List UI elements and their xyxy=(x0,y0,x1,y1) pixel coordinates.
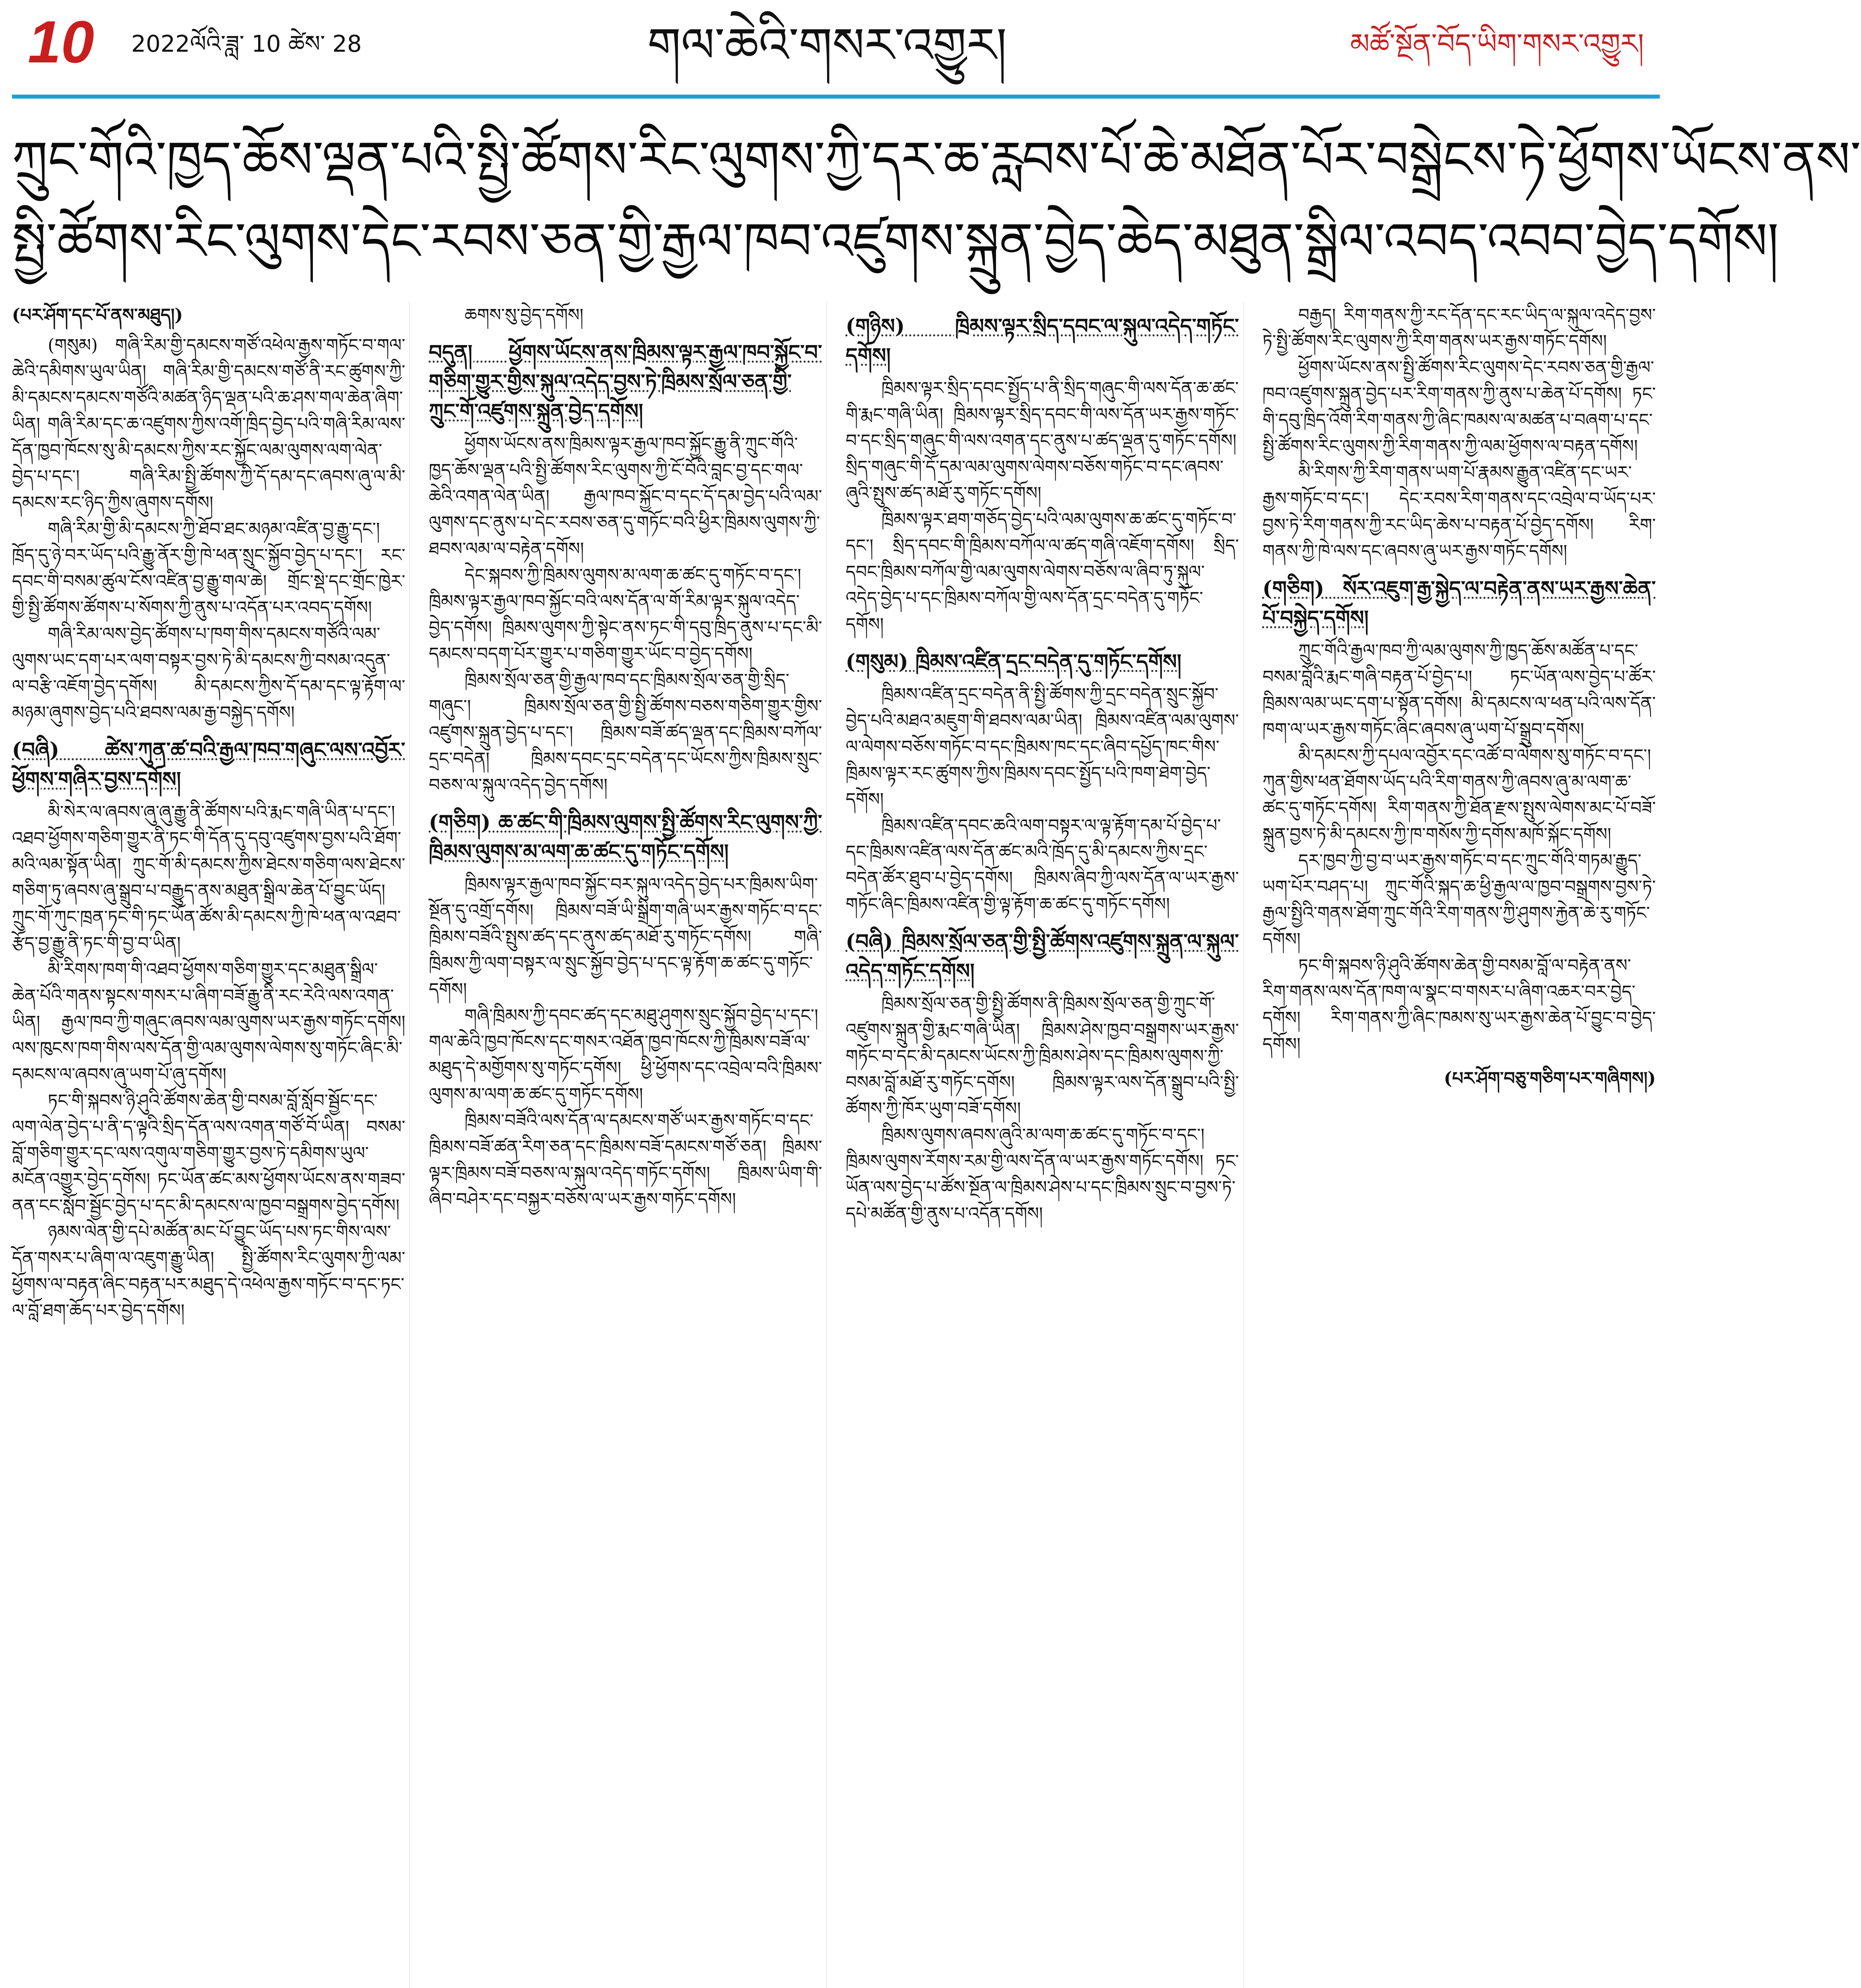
page-number: 10 xyxy=(28,8,94,75)
continued-to: (པར་ཤོག་བཅུ་གཅིག་པར་གཞིགས།) xyxy=(1443,1068,1656,1089)
paragraph: མི་རིགས་ཁག་གི་འཐབ་ཕྱོགས་གཅིག་གྱུར་དང་མཐུན་སྒྲིལ་ཆེན་པོའི་གནས་སྟངས་གསར་པ་ཞིག་བཟོ་རྒྱུ་ནི་རང་རེའི་ལས་འགན་ཡིན། རྒྱལ་ཁབ་ཀྱི་གཞུང་ཞབས་ལམ་ལུགས་ཡར་རྒྱས་གཏོང་དགོས། ལས་ཁུངས་ཁག་གིས་ལས་དོན་གྱི་ལམ་ལུགས་ལེགས་སུ་གཏོང་ཞིང་མི་དམངས་ལ་ཞབས་ཞུ་ཡག་པོ་ཞུ་དགོས། xyxy=(12,959,406,1085)
paragraph: ཁྲིམས་འཛིན་དབང་ཆའི་ལག་བསྟར་ལ་ལྟ་རྟོག་དམ་པོ་བྱེད་པ་དང་ཁྲིམས་འཛིན་ལས་དོན་ཚང་མའི་ཁྲོད་དུ་མི་དམངས་ཀྱིས་དྲང་བདེན་ཚོར་ཐུབ་པ་བྱེད་དགོས། ཁྲིམས་ཞིབ་ཀྱི་ལས་དོན་ལ་ཡར་རྒྱས་གཏོང་ཞིང་ཁྲིམས་འཛིན་གྱི་ལྟ་རྟོག་ཆ་ཚང་དུ་གཏོང་དགོས། xyxy=(845,815,1239,914)
paragraph: མི་དམངས་ཀྱི་དཔལ་འབྱོར་དང་འཚོ་བ་ལེགས་སུ་གཏོང་བ་དང་། ཀུན་གྱིས་ཕན་ཐོགས་ཡོད་པའི་རིག་གནས་ཀྱི་ཞབས་ཞུ་མ་ལག་ཆ་ཚང་དུ་གཏོང་དགོས། རིག་གནས་ཀྱི་ཐོན་རྫས་སྤུས་ལེགས་མང་པོ་བཟོ་སྐྲུན་བྱས་ཏེ་མི་དམངས་ཀྱི་ཁ་གསོས་ཀྱི་དགོས་མཁོ་སྐོང་དགོས། xyxy=(1262,746,1656,845)
column-3-content xyxy=(846,312,1239,1227)
column-2 xyxy=(429,302,826,1988)
subheading: (གཅིག) སོར་འཇུག་རྒྱ་སྐྱེད་ལ་བརྟེན་ནས་ཡར་རྒྱས་ཆེན་པོ་བསྐྱེད་དགོས། xyxy=(1262,577,1656,630)
paragraph: ཆགས་སུ་བྱེད་དགོས། xyxy=(464,305,584,325)
paragraph: མི་སེར་ལ་ཞབས་ཞུ་ཞུ་རྒྱུ་ནི་ཚོགས་པའི་རྨང་གཞི་ཡིན་པ་དང་། འཐབ་ཕྱོགས་གཅིག་གྱུར་ནི་ཏང་གི་དོན་དུ་དབུ་འཛུགས་བྱས་པའི་ཐོག་མའི་ལམ་སྟོན་ཡིན། ཀྲུང་གོ་མི་དམངས་ཀྱིས་ཐེངས་གཅིག་ལས་ཐེངས་གཅིག་ཏུ་ཞབས་ཞུ་སྒྲུབ་པ་བརྒྱུད་ནས་མཐུན་སྒྲིལ་ཆེན་པོ་བྱུང་ཡོད། ཀྲུང་གོ་ཀུང་ཁྲན་ཏང་གི་ཏང་ཡོན་ཚོས་མི་དམངས་ཀྱི་ཁེ་ཕན་ལ་འཐབ་རྩོད་བྱ་རྒྱུ་ནི་ཏང་གི་བྱ་བ་ཡིན། xyxy=(12,802,406,953)
paper-name: མཚོ་སྔོན་བོད་ཡིག་གསར་འགྱུར། xyxy=(1350,27,1644,60)
paragraph: ཁྲིམས་སྲོལ་ཅན་གྱི་སྤྱི་ཚོགས་ནི་ཁྲིམས་སྲོལ་ཅན་གྱི་ཀྲུང་གོ་འཛུགས་སྐྲུན་གྱི་རྨང་གཞི་ཡིན། ཁྲིམས་ཤེས་ཁྱབ་བསྒྲགས་ཡར་རྒྱས་གཏོང་བ་དང་མི་དམངས་ཡོངས་ཀྱི་ཁྲིམས་ཤེས་དང་ཁྲིམས་ལུགས་ཀྱི་བསམ་བློ་མཐོ་རུ་གཏོང་དགོས། ཁྲིམས་ལྟར་ལས་དོན་སྒྲུབ་པའི་སྤྱི་ཚོགས་ཀྱི་ཁོར་ཡུག་བཟོ་དགོས། xyxy=(845,994,1239,1119)
headline-line-2: སྤྱི་ཚོགས་རིང་ལུགས་དེང་རབས་ཅན་གྱི་རྒྱལ་ཁབ་འཛུགས་སྐྲུན་བྱེད་ཆེད་མཐུན་སྒྲིལ་འབད་འབབ་བྱེད་དགོས། xyxy=(12,212,1779,271)
subheading: (བཞི) ཁྲིམས་སྲོལ་ཅན་གྱི་སྤྱི་ཚོགས་འཛུགས་སྐྲུན་ལ་སྐུལ་འདེད་གཏོང་དགོས། xyxy=(845,930,1239,983)
paragraph: ཁྲིམས་ལྟར་རྒྱལ་ཁབ་སྐྱོང་བར་སྐུལ་འདེད་བྱེད་པར་ཁྲིམས་ཡིག་སྔོན་དུ་འགྲོ་དགོས། ཁྲིམས་བཟོ་ཡི་སྒྲིག་གཞི་ཡར་རྒྱས་གཏོང་བ་དང་ཁྲིམས་བཟོའི་སྤུས་ཚད་དང་ནུས་ཚད་མཐོ་རུ་གཏོང་དགོས། གཞི་ཁྲིམས་ཀྱི་ལག་བསྟར་ལ་སྲུང་སྐྱོབ་བྱེད་པ་དང་ལྟ་རྟོག་ཆ་ཚང་དུ་གཏོང་དགོས། xyxy=(429,874,822,1000)
paragraph: ཁྲིམས་འཛིན་དྲང་བདེན་ནི་སྤྱི་ཚོགས་ཀྱི་དྲང་བདེན་སྲུང་སྐྱོབ་བྱེད་པའི་མཐའ་མཇུག་གི་ཐབས་ལམ་ཡིན། ཁྲིམས་འཛིན་ལམ་ལུགས་ལ་ལེགས་བཅོས་གཏོང་བ་དང་ཁྲིམས་ཁང་དང་ཞིབ་དཔྱོད་ཁང་གིས་ཁྲིམས་ལྟར་རང་ཚུགས་ཀྱིས་ཁྲིམས་དབང་སྤྱོད་པའི་ཁག་ཐེག་བྱེད་དགོས། xyxy=(845,684,1239,810)
paragraph: དར་ཁྱབ་ཀྱི་བྱ་བ་ཡར་རྒྱས་གཏོང་བ་དང་ཀྲུང་གོའི་གཏམ་རྒྱུད་ཡག་པོར་བཤད་པ། ཀྲུང་གོའི་སྐད་ཆ་ཕྱི་རྒྱལ་ལ་ཁྱབ་བསྒྲགས་བྱས་ཏེ་རྒྱལ་སྤྱིའི་གནས་ཐོག་ཀྲུང་གོའི་རིག་གནས་ཀྱི་ཤུགས་རྐྱེན་ཆེ་རུ་གཏོང་དགོས། xyxy=(1262,850,1656,949)
paragraph: ཉམས་ལེན་གྱི་དཔེ་མཚོན་མང་པོ་བྱུང་ཡོད་པས་ཏང་གིས་ལས་དོན་གསར་པ་ཞིག་ལ་འཇུག་རྒྱུ་ཡིན། སྤྱི་ཚོགས་རིང་ལུགས་ཀྱི་ལམ་ཕྱོགས་ལ་བརྟན་ཞིང་བརྟན་པར་མཐུད་དེ་འཕེལ་རྒྱས་གཏོང་བ་དང་ཏང་ལ་བློ་ཐག་ཆོད་པར་བྱེད་དགོས། xyxy=(12,1222,406,1321)
paragraph: ཏང་གི་སྐབས་ཉི་ཤུའི་ཚོགས་ཆེན་གྱི་བསམ་བློ་སློབ་སྦྱོང་དང་ལག་ལེན་བྱེད་པ་ནི་ད་ལྟའི་སྲིད་དོན་ལས་འགན་གཙོ་བོ་ཡིན། བསམ་བློ་གཅིག་གྱུར་དང་ལས་འགུལ་གཅིག་གྱུར་བྱས་ཏེ་དམིགས་ཡུལ་མངོན་འགྱུར་བྱེད་དགོས། ཏང་ཡོན་ཚང་མས་ཕྱོགས་ཡོངས་ནས་གཟབ་ནན་ངང་སློབ་སྦྱོང་བྱེད་པ་དང་མི་དམངས་ལ་ཁྱབ་བསྒྲགས་བྱེད་དགོས། xyxy=(12,1091,406,1216)
column-2-content xyxy=(429,302,822,1213)
header-rule xyxy=(12,95,1660,99)
paragraph: མི་རིགས་ཀྱི་རིག་གནས་ཡག་པོ་རྣམས་རྒྱུན་འཛིན་དང་ཡར་རྒྱས་གཏོང་བ་དང་། དེང་རབས་རིག་གནས་དང་འབྲེལ་བ་ཡོད་པར་བྱས་ཏེ་རིག་གནས་ཀྱི་རང་ཡིད་ཆེས་པ་བརྟན་པོ་བྱེད་དགོས། རིག་གནས་ཀྱི་ཁེ་ལས་དང་ཞབས་ཞུ་ཡར་རྒྱས་གཏོང་དགོས། xyxy=(1262,462,1656,561)
paragraph: ཏང་གི་སྐབས་ཉི་ཤུའི་ཚོགས་ཆེན་གྱི་བསམ་བློ་ལ་བརྟེན་ནས་རིག་གནས་ལས་དོན་ཁག་ལ་སྣང་བ་གསར་པ་ཞིག་འཆར་བར་བྱེད་དགོས། རིག་གནས་ཀྱི་ཞིང་ཁམས་སུ་ཡར་རྒྱས་ཆེན་པོ་བྱུང་བ་བྱེད་དགོས། xyxy=(1262,955,1656,1054)
paragraph: གཞི་རིམ་གྱི་མི་དམངས་ཀྱི་ཐོབ་ཐང་མཉམ་འཛིན་བྱ་རྒྱུ་དང་། ཁྲོད་དུ་ཉེ་བར་ཡོད་པའི་རྒྱུ་ནོར་གྱི་ཁེ་ཕན་སྲུང་སྐྱོབ་བྱེད་པ་དང་། རང་དབང་གི་བསམ་ཚུལ་ངོས་འཛིན་བྱ་རྒྱུ་གལ་ཆེ། གྲོང་སྡེ་དང་གྲོང་ཁྱེར་གྱི་སྤྱི་ཚོགས་ཚོགས་པ་སོགས་ཀྱི་ནུས་པ་འདོན་པར་འབད་དགོས། xyxy=(12,519,406,618)
paragraph: གཞི་ཁྲིམས་ཀྱི་དབང་ཚད་དང་མཐུ་ཤུགས་སྲུང་སྐྱོབ་བྱེད་པ་དང་། གལ་ཆེའི་ཁྱབ་ཁོངས་དང་གསར་འཐོན་ཁྱབ་ཁོངས་ཀྱི་ཁྲིམས་བཟོ་ལ་མཐུད་དེ་མགྱོགས་སུ་གཏོང་དགོས། ཕྱི་ཕྱོགས་དང་འབྲེལ་བའི་ཁྲིམས་ལུགས་མ་ལག་ཆ་ཚང་དུ་གཏོང་དགོས། xyxy=(429,1006,822,1105)
masthead xyxy=(12,8,1660,91)
subheading: (གཉིས) ཁྲིམས་ལྟར་སྲིད་དབང་ལ་སྐུལ་འདེད་གཏོང་དགོས། xyxy=(845,314,1239,368)
subheading: (བཞི) ཚེས་ཀུན་ཚ་བའི་རྒྱལ་ཁབ་གཞུང་ལས་འབྱོར་ཕྱོགས་གཞིར་བྱས་དགོས། xyxy=(12,738,406,792)
column-4 xyxy=(1263,302,1660,1988)
paragraph: ཁྲིམས་སྲོལ་ཅན་གྱི་རྒྱལ་ཁབ་དང་ཁྲིམས་སྲོལ་ཅན་གྱི་སྲིད་གཞུང་། ཁྲིམས་སྲོལ་ཅན་གྱི་སྤྱི་ཚོགས་བཅས་གཅིག་གྱུར་གྱིས་འཛུགས་སྐྲུན་བྱེད་པ་དང་། ཁྲིམས་བཟོ་ཚད་ལྡན་དང་ཁྲིམས་བཀོལ་དྲང་བདེན། ཁྲིམས་དབང་དྲང་བདེན་དང་ཡོངས་ཀྱིས་ཁྲིམས་སྲུང་བཅས་ལ་སྐུལ་འདེད་བྱེད་དགོས། xyxy=(429,670,822,795)
continued-from: (པར་ཤོག་དང་པོ་ནས་མཐུད།) xyxy=(12,305,183,325)
issue-date: 2022ལོའི་ཟླ་ 10 ཚེས་ 28 xyxy=(131,30,362,57)
article-body xyxy=(12,302,1660,1988)
section-title: གལ་ཆེའི་གསར་འགྱུར། xyxy=(647,18,1007,73)
column-3 xyxy=(846,302,1243,1988)
headline xyxy=(12,119,1861,282)
paragraph: (གསུམ) གཞི་རིམ་གྱི་དམངས་གཙོ་འཕེལ་རྒྱས་གཏོང་བ་གལ་ཆེའི་དམིགས་ཡུལ་ཡིན། གཞི་རིམ་གྱི་དམངས་གཙོ་ནི་རང་ཚུགས་ཀྱི་མི་དམངས་དམངས་གཙོའི་མཚན་ཉིད་ལྡན་པའི་ཆ་ཤས་གལ་ཆེན་ཞིག་ཡིན། གཞི་རིམ་དང་ཆ་འཛུགས་ཀྱིས་འགོ་ཁྲིད་བྱེད་པའི་གཞི་རིམ་ལས་དོན་ཁྱབ་ཁོངས་སུ་མི་དམངས་ཀྱིས་རང་སྐྱོང་ལམ་ལུགས་ལག་ལེན་བྱེད་པ་དང་། གཞི་རིམ་སྤྱི་ཚོགས་ཀྱི་དོ་དམ་དང་ཞབས་ཞུ་ལ་མི་དམངས་རང་ཉིད་ཀྱིས་ཞུགས་དགོས། xyxy=(12,335,406,513)
column-4-content xyxy=(1263,302,1656,1058)
subheading: (གསུམ) ཁྲིམས་འཛིན་དྲང་བདེན་དུ་གཏོང་དགོས། xyxy=(845,650,1182,674)
paragraph: ཕྱོགས་ཡོངས་ནས་སྤྱི་ཚོགས་རིང་ལུགས་དེང་རབས་ཅན་གྱི་རྒྱལ་ཁབ་འཛུགས་སྐྲུན་བྱེད་པར་རིག་གནས་ཀྱི་ནུས་པ་ཆེན་པོ་དགོས། ཏང་གི་དབུ་ཁྲིད་འོག་རིག་གནས་ཀྱི་ཞིང་ཁམས་ལ་མཚན་པ་བཞག་པ་དང་སྤྱི་ཚོགས་རིང་ལུགས་ཀྱི་རིག་གནས་ཀྱི་ལམ་ཕྱོགས་ལ་བརྟན་དགོས། xyxy=(1262,357,1656,456)
paragraph: ཕྱོགས་ཡོངས་ནས་ཁྲིམས་ལྟར་རྒྱལ་ཁབ་སྐྱོང་རྒྱུ་ནི་ཀྲུང་གོའི་ཁྱད་ཆོས་ལྡན་པའི་སྤྱི་ཚོགས་རིང་ལུགས་ཀྱི་ངོ་བོའི་བླང་བྱ་དང་གལ་ཆེའི་འགན་ལེན་ཡིན། རྒྱལ་ཁབ་སྐྱོང་བ་དང་དོ་དམ་བྱེད་པའི་ལམ་ལུགས་དང་ནུས་པ་དེང་རབས་ཅན་དུ་གཏོང་བའི་ཕྱིར་ཁྲིམས་ལུགས་ཀྱི་ཐབས་ལམ་ལ་བརྟེན་དགོས། xyxy=(429,434,822,559)
subheading: བདུན། ཕྱོགས་ཡོངས་ནས་ཁྲིམས་ལྟར་རྒྱལ་ཁབ་སྐྱོང་བ་གཅིག་གྱུར་གྱིས་སྐུལ་འདེད་བྱས་ཏེ་ཁྲིམས་སྲོལ་ཅན་གྱི་ཀྲུང་གོ་འཛུགས་སྐྲུན་བྱེད་དགོས། xyxy=(429,340,822,423)
paragraph: ཁྲིམས་ལྟར་སྲིད་དབང་སྤྱོད་པ་ནི་སྲིད་གཞུང་གི་ལས་དོན་ཆ་ཚང་གི་རྨང་གཞི་ཡིན། ཁྲིམས་ལྟར་སྲིད་དབང་གི་ལས་དོན་ཡར་རྒྱས་གཏོང་བ་དང་སྲིད་གཞུང་གི་ལས་འགན་དང་ནུས་པ་ཚད་ལྡན་དུ་གཏོང་དགོས། སྲིད་གཞུང་གི་དོ་དམ་ལམ་ལུགས་ལེགས་བཅོས་གཏོང་བ་དང་ཞབས་ཞུའི་སྤུས་ཚད་མཐོ་རུ་གཏོང་དགོས། xyxy=(845,378,1239,503)
paragraph: ཁྲིམས་ལུགས་ཞབས་ཞུའི་མ་ལག་ཆ་ཚང་དུ་གཏོང་བ་དང་། ཁྲིམས་ལུགས་རོགས་རམ་གྱི་ལས་དོན་ལ་ཡར་རྒྱས་གཏོང་དགོས། ཏང་ཡོན་ལས་བྱེད་པ་ཚོས་སྔོན་ལ་ཁྲིམས་ཤེས་པ་དང་ཁྲིམས་སྲུང་བ་བྱས་ཏེ་དཔེ་མཚོན་གྱི་ནུས་པ་འདོན་དགོས། xyxy=(845,1125,1239,1224)
paragraph: བརྒྱད། རིག་གནས་ཀྱི་རང་དོན་དང་རང་ཡིད་ལ་སྐུལ་འདེད་བྱས་ཏེ་སྤྱི་ཚོགས་རིང་ལུགས་ཀྱི་རིག་གནས་ཡར་རྒྱས་གཏོང་དགོས། xyxy=(1262,305,1656,351)
paragraph: ཁྲིམས་ལྟར་ཐག་གཅོད་བྱེད་པའི་ལམ་ལུགས་ཆ་ཚང་དུ་གཏོང་བ་དང་། སྲིད་དབང་གི་ཁྲིམས་བཀོལ་ལ་ཚད་གཞི་འཇོག་དགོས། སྲིད་དབང་ཁྲིམས་བཀོལ་གྱི་ལམ་ལུགས་ལེགས་བཅོས་ལ་ཞིབ་ཏུ་སྐུལ་འདེད་བྱེད་པ་དང་ཁྲིམས་བཀོལ་གྱི་ལས་དོན་དྲང་བདེན་དུ་གཏོང་དགོས། xyxy=(845,509,1239,635)
headline-line-1: ཀྲུང་གོའི་ཁྱད་ཆོས་ལྡན་པའི་སྤྱི་ཚོགས་རིང་ལུགས་ཀྱི་དར་ཆ་རླབས་པོ་ཆེ་མཐོན་པོར་བསྒྲེངས་ཏེ་ཕྱོགས་ཡོངས་ནས་ xyxy=(12,130,1861,190)
column-1 xyxy=(12,302,410,1988)
column-1-content xyxy=(12,332,405,1324)
paragraph: གཞི་རིམ་ལས་བྱེད་ཚོགས་པ་ཁག་གིས་དམངས་གཙོའི་ལམ་ལུགས་ཡང་དག་པར་ལག་བསྟར་བྱས་ཏེ་མི་དམངས་ཀྱི་བསམ་འདུན་ལ་བརྩི་འཇོག་བྱེད་དགོས། མི་དམངས་ཀྱིས་དོ་དམ་དང་ལྟ་རྟོག་ལ་མཉམ་ཞུགས་བྱེད་པའི་ཐབས་ལམ་རྒྱ་བསྐྱེད་དགོས། xyxy=(12,624,406,723)
paragraph: ཁྲིམས་བཟོའི་ལས་དོན་ལ་དམངས་གཙོ་ཡར་རྒྱས་གཏོང་བ་དང་ཁྲིམས་བཟོ་ཚན་རིག་ཅན་དང་ཁྲིམས་བཟོ་དམངས་གཙོ་ཅན། ཁྲིམས་ལྟར་ཁྲིམས་བཟོ་བཅས་ལ་སྐུལ་འདེད་གཏོང་དགོས། ཁྲིམས་ཡིག་གི་ཞིབ་བཤེར་དང་བསྐྱར་བཅོས་ལ་ཡར་རྒྱས་གཏོང་དགོས། xyxy=(429,1110,822,1209)
paragraph: ཀྲུང་གོའི་རྒྱལ་ཁབ་ཀྱི་ལམ་ལུགས་ཀྱི་ཁྱད་ཆོས་མཚོན་པ་དང་བསམ་བློའི་རྨང་གཞི་བརྟན་པོ་བྱེད་པ། ཏང་ཡོན་ལས་བྱེད་པ་ཚོར་ཁྲིམས་ལམ་ཡང་དག་པ་སྟོན་དགོས། མི་དམངས་ལ་ཕན་པའི་ལས་དོན་ཁག་ལ་ཡར་རྒྱས་གཏོང་ཞིང་ཞབས་ཞུ་ཡག་པོ་སྒྲུབ་དགོས། xyxy=(1262,641,1656,740)
subheading: (གཅིག) ཆ་ཚང་གི་ཁྲིམས་ལུགས་སྤྱི་ཚོགས་རིང་ལུགས་ཀྱི་ཁྲིམས་ལུགས་མ་ལག་ཆ་ཚང་དུ་གཏོང་དགོས། xyxy=(429,810,822,864)
paragraph: དེང་སྐབས་ཀྱི་ཁྲིམས་ལུགས་མ་ལག་ཆ་ཚང་དུ་གཏོང་བ་དང་། ཁྲིམས་ལྟར་རྒྱལ་ཁབ་སྐྱོང་བའི་ལས་དོན་ལ་གོ་རིམ་ལྟར་སྐུལ་འདེད་བྱེད་དགོས། ཁྲིམས་ལུགས་ཀྱི་སྟེང་ནས་ཏང་གི་དབུ་ཁྲིད་ནུས་པ་དང་མི་དམངས་བདག་པོར་གྱུར་པ་གཅིག་གྱུར་ཡོང་བ་བྱེད་དགོས། xyxy=(429,565,822,664)
